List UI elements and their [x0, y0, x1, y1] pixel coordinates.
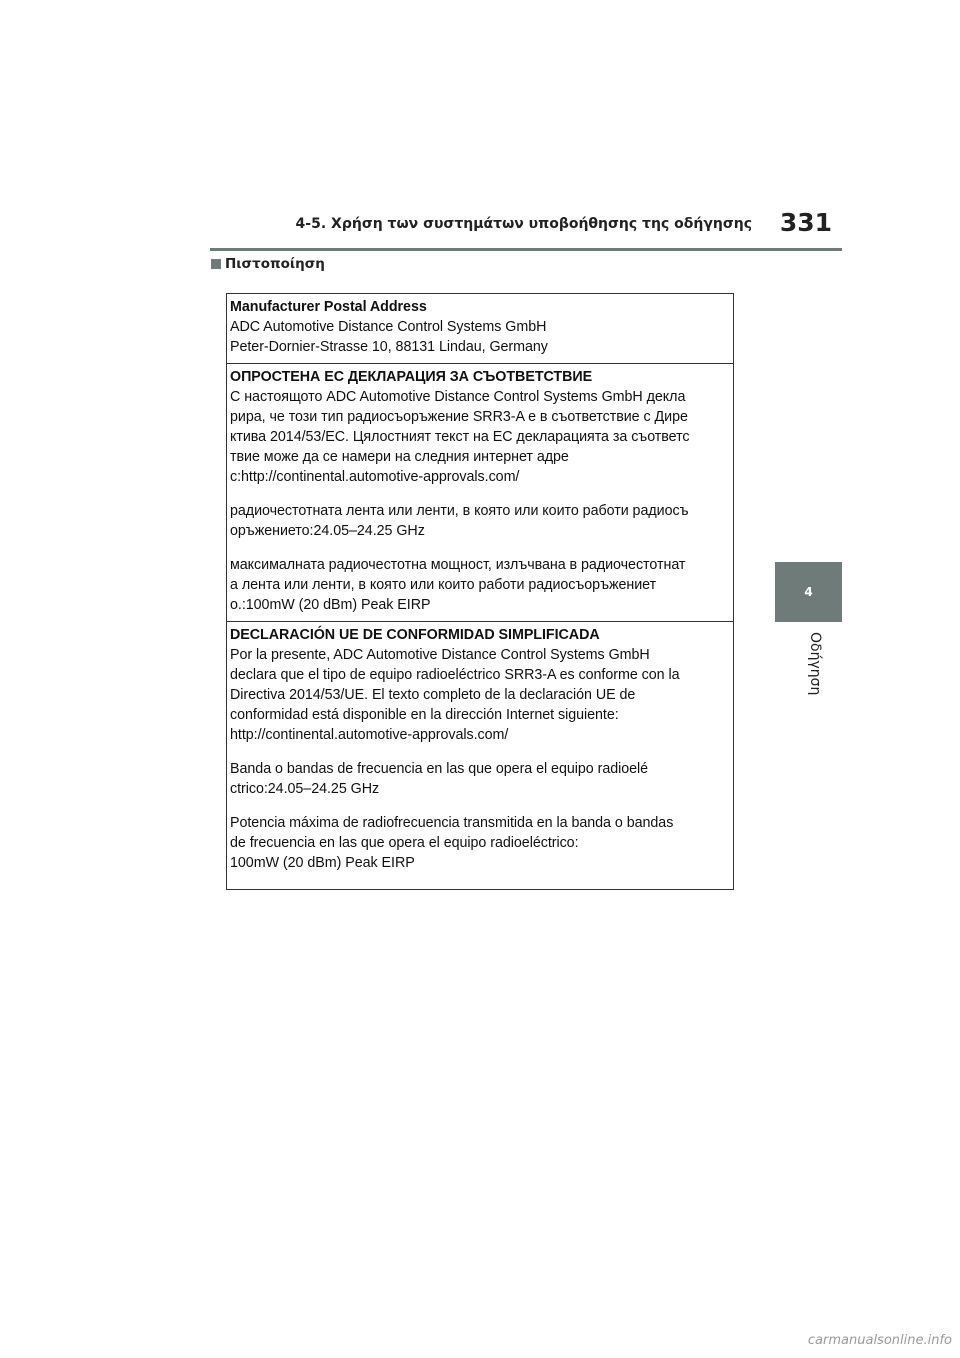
- text-line: максималната радиочестотна мощност, излъчвана в радиочестотнат: [230, 557, 686, 573]
- text-line: ктива 2014/53/ЕС. Цялостният текст на ЕС декларацията за съответс: [230, 429, 690, 445]
- chapter-label: Οδήγηση: [807, 632, 823, 696]
- text-line: Por la presente, ADC Automotive Distance Control Systems GmbH: [230, 647, 650, 663]
- text-line: а лента или ленти, в която или които работи радиосъоръжениет: [230, 577, 657, 593]
- declaration-block: [227, 294, 733, 364]
- text-line: 100mW (20 dBm) Peak EIRP: [230, 855, 415, 871]
- text-line: Peter-Dornier-Strasse 10, 88131 Lindau, Germany: [230, 339, 548, 355]
- paragraph-gap: [230, 745, 730, 759]
- subheading: [211, 256, 325, 272]
- text-line: declara que el tipo de equipo radioeléctrico SRR3-A es conforme con la: [230, 667, 680, 683]
- text-line: радиочестотната лента или ленти, в която или които работи радиосъ: [230, 503, 689, 519]
- text-line: de frecuencia en las que opera el equipo radioeléctrico:: [230, 835, 579, 851]
- text-line: Directiva 2014/53/UE. El texto completo de la declaración UE de: [230, 687, 636, 703]
- text-line: оръжението:24.05–24.25 GHz: [230, 523, 425, 539]
- text-line: рира, че този тип радиосъоръжение SRR3-A е в съответствие с Дире: [230, 409, 688, 425]
- text-line: С настоящото ADC Automotive Distance Control Systems GmbH декла: [230, 389, 686, 405]
- chapter-tab: [775, 562, 842, 622]
- declaration-block: [227, 364, 733, 622]
- text-line: ADC Automotive Distance Control Systems GmbH: [230, 319, 547, 335]
- paragraph-gap: [230, 799, 730, 813]
- text-line: твие може да се намери на следния интернет адре: [230, 449, 569, 465]
- declaration-block: [227, 622, 733, 889]
- block-title: DECLARACIÓN UE DE CONFORMIDAD SIMPLIFICADA: [230, 627, 600, 643]
- square-bullet-icon: [211, 259, 221, 269]
- certification-box: [226, 293, 734, 890]
- paragraph-gap: [230, 541, 730, 555]
- text-line: Banda o bandas de frecuencia en las que opera el equipo radioelé: [230, 761, 649, 777]
- text-line: http://continental.automotive-approvals.com/: [230, 727, 509, 743]
- paragraph-gap: [230, 487, 730, 501]
- block-title: ОПРОСТЕНА ЕС ДЕКЛАРАЦИЯ ЗА СЪОТВЕТСТВИЕ: [230, 369, 593, 385]
- subheading-text: Πιστοποίηση: [225, 256, 325, 272]
- chapter-number: 4: [804, 585, 813, 599]
- section-title: 4-5. Χρήση των συστημάτων υποβοήθησης της οδήγησης: [295, 216, 752, 232]
- text-line: Potencia máxima de radiofrecuencia transmitida en la banda o bandas: [230, 815, 674, 831]
- watermark: carmanualsonline.info: [807, 1333, 952, 1348]
- page-header: [210, 208, 842, 251]
- text-line: с:http://continental.automotive-approvals.com/: [230, 469, 520, 485]
- page-number: 331: [779, 208, 832, 237]
- block-title: Manufacturer Postal Address: [230, 299, 427, 315]
- text-line: conformidad está disponible en la dirección Internet siguiente:: [230, 707, 619, 723]
- text-line: о.:100mW (20 dBm) Peak EIRP: [230, 597, 431, 613]
- text-line: ctrico:24.05–24.25 GHz: [230, 781, 380, 797]
